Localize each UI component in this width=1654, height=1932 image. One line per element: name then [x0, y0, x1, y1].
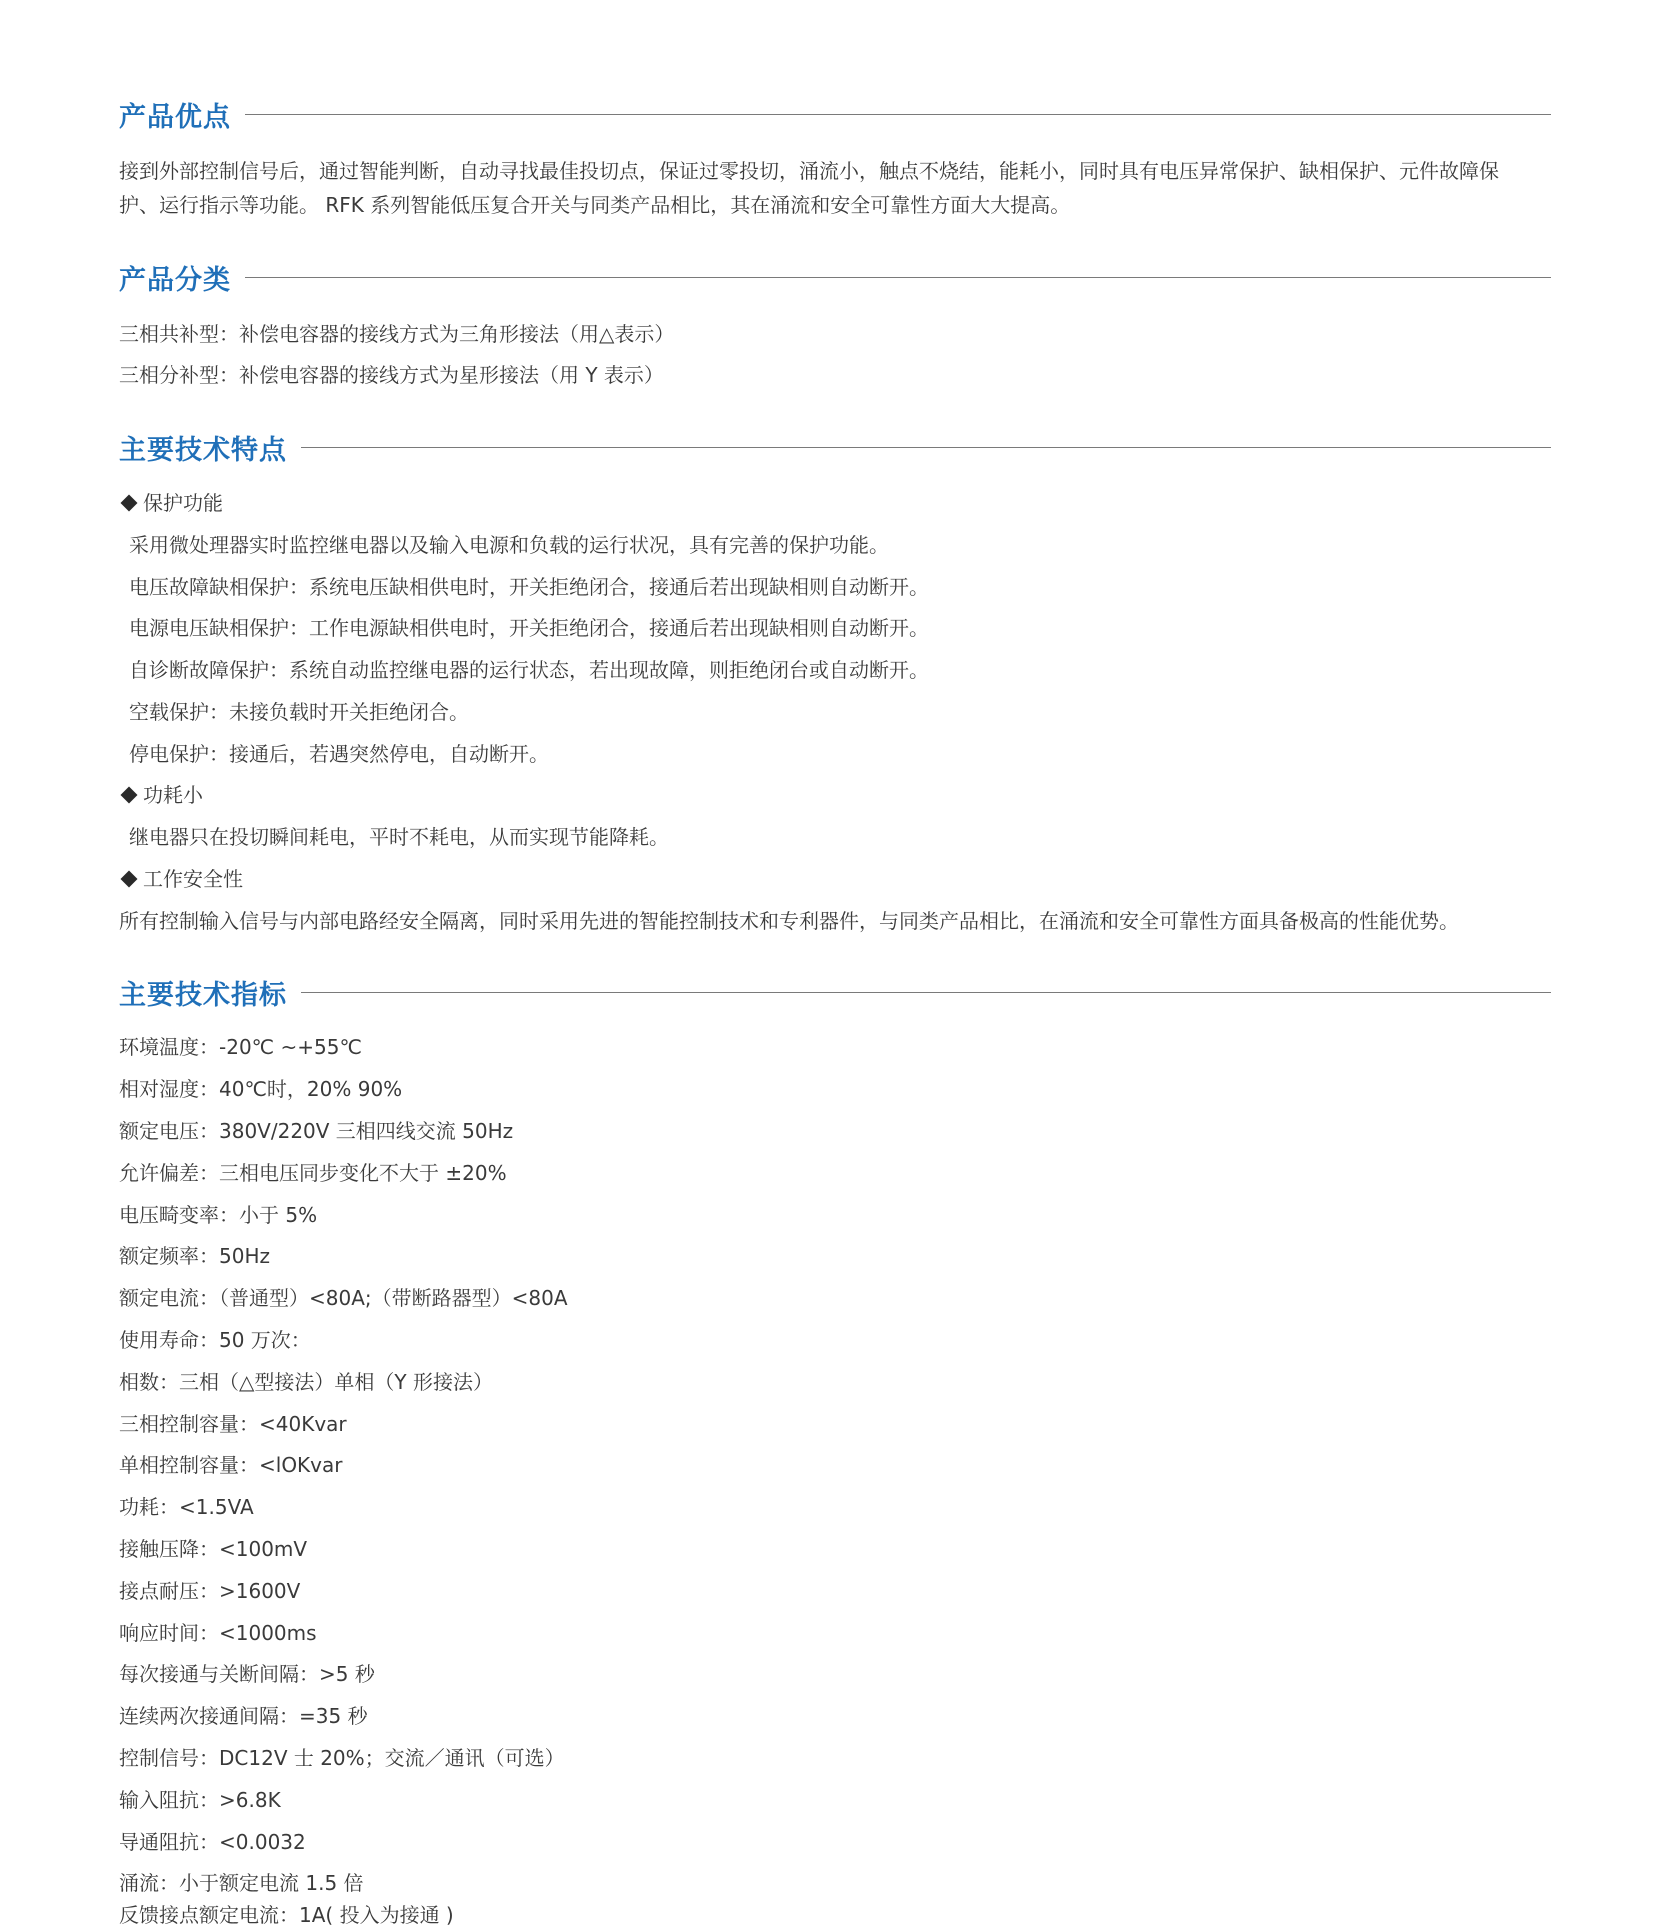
- section-header-specs: [119, 972, 1551, 1012]
- spec-item: 响应时间：<1000ms: [119, 1621, 317, 1645]
- spec-item: 环境温度：-20℃ ~+55℃: [119, 1035, 362, 1059]
- divider: [245, 277, 1551, 278]
- divider: [301, 992, 1551, 993]
- protection-item: 自诊断故障保护：系统自动监控继电器的运行状态，若出现故障，则拒绝闭台或自动断开。: [129, 658, 929, 682]
- section-title: 产品分类: [119, 264, 231, 296]
- feature-heading-safety: [119, 865, 243, 893]
- feature-heading-label: 保护功能: [143, 491, 223, 515]
- spec-item: 接触压降：<100mV: [119, 1537, 308, 1561]
- advantages-text: 接到外部控制信号后，通过智能判断，自动寻找最佳投切点，保证过零投切，涌流小，触点不烧结，能耗小，同时具有电压异常保护、缺相保护、元件故障保护、运行指示等功能。 RFK 系列智能低压复合开关与同类产品相比，其在涌流和安全可靠性方面大大提高。: [119, 159, 1499, 217]
- feature-heading-label: 功耗小: [143, 783, 203, 807]
- spec-item: 额定电压：380V/220V 三相四线交流 50Hz: [119, 1119, 514, 1143]
- diamond-bullet-icon: [121, 871, 138, 888]
- classification-item: 三相分补型：补偿电容器的接线方式为星形接法（用 Y 表示）: [119, 363, 664, 387]
- spec-item: 每次接通与关断间隔：>5 秒: [119, 1662, 375, 1686]
- feature-heading-protection: [119, 489, 223, 517]
- spec-item: 允许偏差：三相电压同步变化不大于 ±20%: [119, 1161, 507, 1185]
- protection-item: 采用微处理器实时监控继电器以及输入电源和负载的运行状况，具有完善的保护功能。: [129, 533, 889, 557]
- spec-item: 控制信号：DC12V 士 20%；交流／通讯（可选）: [119, 1746, 565, 1770]
- feature-heading-power: [119, 781, 203, 809]
- section-header-classification: [119, 257, 1551, 297]
- protection-item: 空载保护：未接负载时开关拒绝闭合。: [129, 700, 469, 724]
- spec-item: 导通阻抗：<0.0032: [119, 1830, 306, 1854]
- section-header-advantages: [119, 94, 1551, 134]
- feature-heading-label: 工作安全性: [143, 867, 243, 891]
- section-title: 产品优点: [119, 101, 231, 133]
- classification-item: 三相共补型：补偿电容器的接线方式为三角形接法（用△表示）: [119, 322, 675, 346]
- spec-item: 三相控制容量：<40Kvar: [119, 1412, 347, 1436]
- spec-item: 单相控制容量：<lOKvar: [119, 1453, 343, 1477]
- spec-item: 相对湿度：40℃时，20% 90%: [119, 1077, 403, 1101]
- spec-item: 使用寿命：50 万次：: [119, 1328, 311, 1352]
- safety-text: 所有控制输入信号与内部电路经安全隔离，同时采用先进的智能控制技术和专利器件，与同类产品相比，在涌流和安全可靠性方面具备极高的性能优势。: [119, 909, 1459, 933]
- protection-item: 停电保护：接通后，若遇突然停电，自动断开。: [129, 742, 549, 766]
- spec-item: 反馈接点额定电流：1A( 投入为接通 ): [119, 1903, 454, 1927]
- protection-item: 电压故障缺相保护：系统电压缺相供电时，开关拒绝闭合，接通后若出现缺相则自动断开。: [129, 575, 929, 599]
- spec-item: 输入阻抗：>6.8K: [119, 1788, 281, 1812]
- diamond-bullet-icon: [121, 495, 138, 512]
- spec-item: 电压畸变率：小于 5%: [119, 1203, 318, 1227]
- section-title: 主要技术指标: [119, 979, 287, 1011]
- protection-item: 电源电压缺相保护：工作电源缺相供电时，开关拒绝闭合，接通后若出现缺相则自动断开。: [129, 616, 929, 640]
- divider: [301, 447, 1551, 448]
- section-title: 主要技术特点: [119, 434, 287, 466]
- power-text: 继电器只在投切瞬间耗电，平时不耗电，从而实现节能降耗。: [129, 825, 669, 849]
- spec-item: 涌流：小于额定电流 1.5 倍: [119, 1871, 364, 1895]
- spec-item: 连续两次接通间隔：=35 秒: [119, 1704, 368, 1728]
- spec-item: 相数：三相（△型接法）单相（Y 形接法）: [119, 1370, 493, 1394]
- spec-item: 额定电流：（普通型）<80A;（带断路器型）<80A: [119, 1286, 568, 1310]
- spec-item: 接点耐压：>1600V: [119, 1579, 301, 1603]
- divider: [245, 114, 1551, 115]
- diamond-bullet-icon: [121, 787, 138, 804]
- spec-item: 功耗：<1.5VA: [119, 1495, 254, 1519]
- spec-item: 额定频率：50Hz: [119, 1244, 270, 1268]
- section-header-features: [119, 427, 1551, 467]
